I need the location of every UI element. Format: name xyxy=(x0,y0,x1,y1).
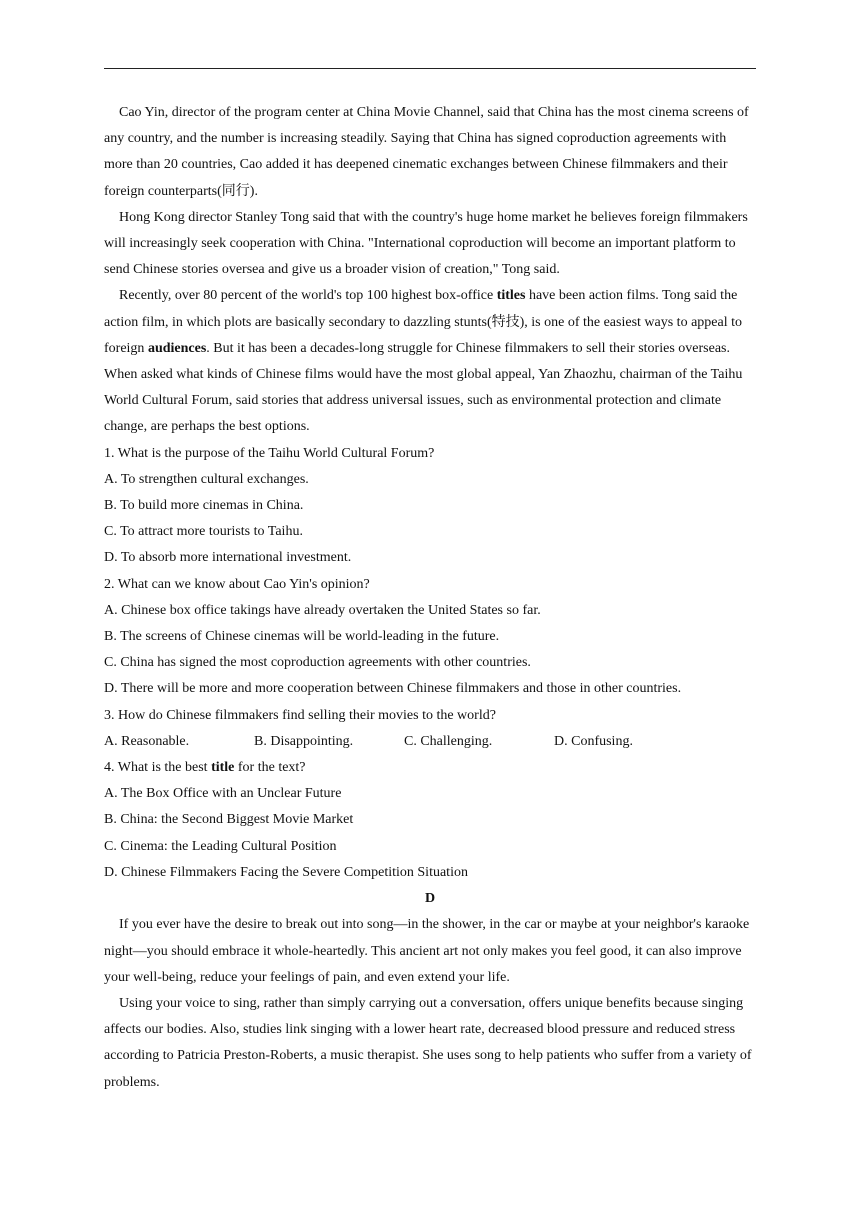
q1-option-c: C. To attract more tourists to Taihu. xyxy=(104,524,303,540)
q3-option-b: B. Disappointing. xyxy=(254,733,354,749)
page-content xyxy=(104,100,756,1096)
q1-option-d: D. To absorb more international investment. xyxy=(104,550,352,566)
q2-option-b: B. The screens of Chinese cinemas will be world-leading in the future. xyxy=(104,629,500,645)
text-run: 4. What is the best xyxy=(104,760,212,776)
header-rule xyxy=(104,68,756,69)
q3-option-a: A. Reasonable. xyxy=(104,733,190,749)
q2-option-a: A. Chinese box office takings have already overtaken the United States so far. xyxy=(104,602,541,618)
paragraph-action-films xyxy=(104,283,756,440)
q2-option-c: C. China has signed the most coproduction agreements with other countries. xyxy=(104,655,531,671)
q4-option-b: B. China: the Second Biggest Movie Market xyxy=(104,812,354,828)
text-run: . But it has been a decades-long struggle for Chinese filmmakers to sell their stories overseas. When asked what kinds of Chinese films would have the most global appeal, Yan Zhaozhu, chairman of the Taihu World Cultural Forum, said stories that address universal issues, such as environmental protection and climate change, are perhaps the best options. xyxy=(104,340,743,435)
bold-word-titles: titles xyxy=(496,288,526,304)
paragraph-cao-yin: Cao Yin, director of the program center at China Movie Channel, said that China has the most cinema screens of any country, and the number is increasing steadily. Saying that China has signed coproduction agreements with more than 20 countries, Cao added it has deepened cinematic exchanges between Chinese filmmakers and their foreign counterparts(同行). xyxy=(104,105,749,199)
text-run: have been action films. Tong said the action film, in which plots are basically secondary to dazzling stunts(特技), is one of the easiest ways to appeal to foreign xyxy=(104,288,742,356)
bold-word-title: title xyxy=(211,760,235,776)
question-3: 3. How do Chinese filmmakers find selling their movies to the world? xyxy=(104,707,496,723)
bold-word-audiences: audiences xyxy=(147,340,207,356)
paragraph-singing-benefits: Using your voice to sing, rather than simply carrying out a conversation, offers unique benefits because singing affects our bodies. Also, studies link singing with a lower heart rate, decreased blood pressure and reduced stress according to Patricia Preston-Roberts, a music therapist. She uses song to help patients who suffer from a variety of problems. xyxy=(104,995,752,1090)
text-run: Recently, over 80 percent of the world's top 100 highest box-office xyxy=(119,288,497,304)
q4-option-c: C. Cinema: the Leading Cultural Position xyxy=(104,838,337,854)
q3-option-c: C. Challenging. xyxy=(404,733,493,749)
text-run: for the text? xyxy=(234,760,306,776)
paragraph-stanley-tong: Hong Kong director Stanley Tong said that with the country's huge home market he believes foreign filmmakers will increasingly seek cooperation with China. "International coproduction will become an important platform to send Chinese stories oversea and give us a broader vision of creation," Tong said. xyxy=(104,209,748,278)
question-2: 2. What can we know about Cao Yin's opinion? xyxy=(104,576,370,592)
q4-option-d: D. Chinese Filmmakers Facing the Severe Competition Situation xyxy=(104,864,468,880)
q2-option-d: D. There will be more and more cooperation between Chinese filmmakers and those in other countries. xyxy=(104,681,682,697)
section-heading-d: D xyxy=(424,891,436,907)
q1-option-a: A. To strengthen cultural exchanges. xyxy=(104,471,309,487)
q3-option-d: D. Confusing. xyxy=(554,733,633,749)
q1-option-b: B. To build more cinemas in China. xyxy=(104,498,304,514)
q3-options-row xyxy=(104,729,756,755)
paragraph-singing-desire: If you ever have the desire to break out into song—in the shower, in the car or maybe at your neighbor's karaoke night—you should embrace it whole-heartedly. This ancient art not only makes you feel good, it can also improve your well-being, reduce your feelings of pain, and even extend your life. xyxy=(104,917,750,985)
q4-option-a: A. The Box Office with an Unclear Future xyxy=(104,786,342,802)
question-4 xyxy=(104,755,756,781)
question-1: 1. What is the purpose of the Taihu World Cultural Forum? xyxy=(104,445,435,461)
